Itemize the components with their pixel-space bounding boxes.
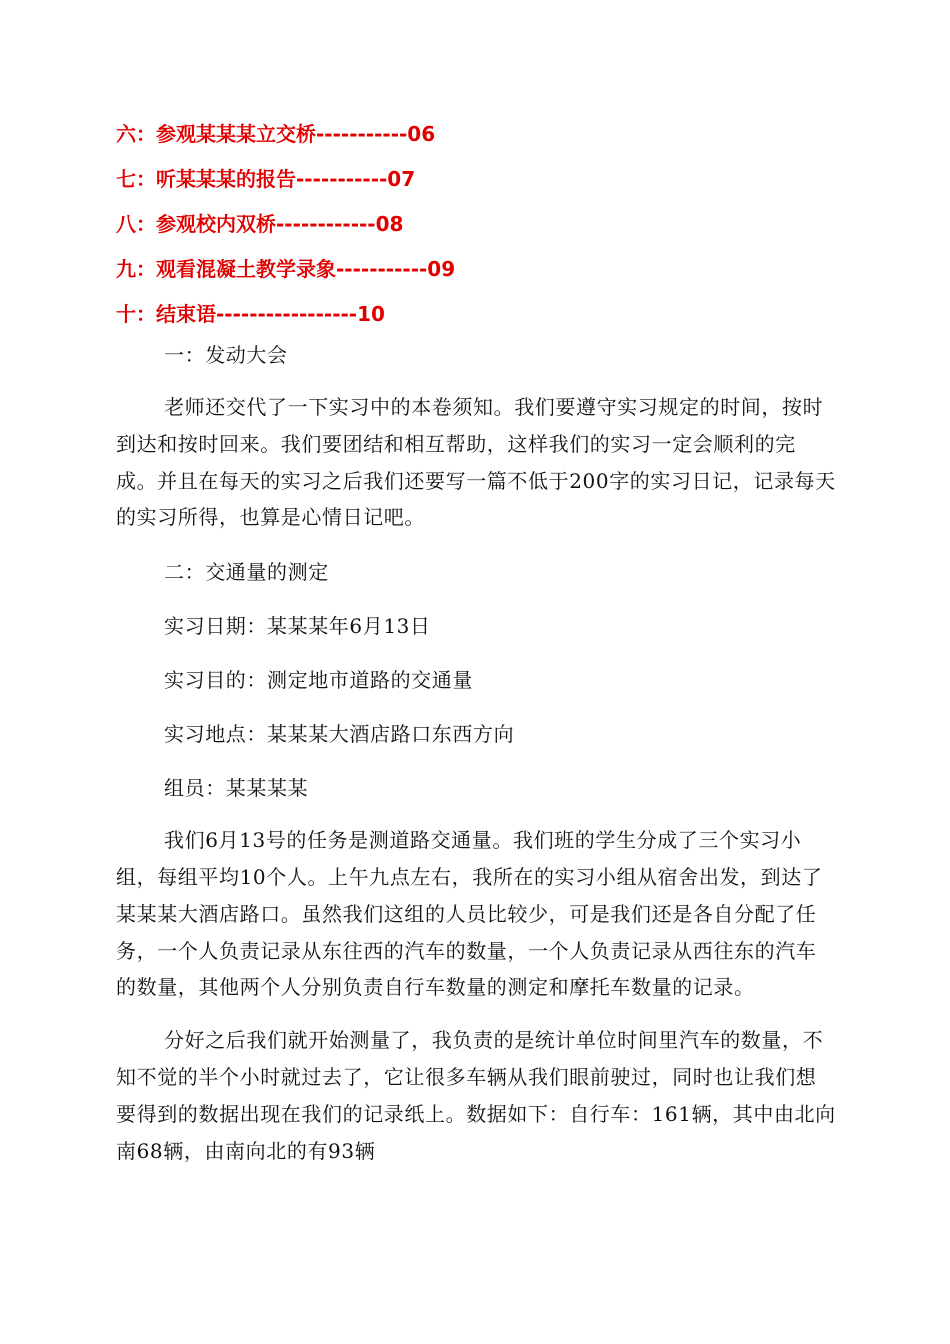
document-body bbox=[116, 335, 836, 1169]
spacer bbox=[116, 700, 836, 714]
toc-item-6: 六：参观某某某立交桥-----------06 bbox=[116, 122, 436, 146]
section-heading-2: 二：交通量的测定 bbox=[164, 560, 329, 585]
toc-item-10: 十：结束语-----------------10 bbox=[116, 302, 385, 326]
practice-location: 实习地点：某某某大酒店路口东西方向 bbox=[164, 722, 515, 747]
spacer bbox=[116, 1006, 836, 1022]
spacer bbox=[116, 646, 836, 660]
spacer bbox=[116, 536, 836, 552]
spacer bbox=[116, 592, 836, 606]
table-of-contents bbox=[116, 112, 876, 337]
toc-item-7: 七：听某某某的报告-----------07 bbox=[116, 167, 416, 191]
paragraph-notice: 老师还交代了一下实习中的本卷须知。我们要遵守实习规定的时间，按时到达和按时回来。我们要团结和相互帮助，这样我们的实习一定会顺利的完成。并且在每天的实习之后我们还要写一篇不低于200字的实习日记，记录每天的实习所得，也算是心情日记吧。 bbox=[116, 395, 836, 530]
toc-item-8: 八：参观校内双桥------------08 bbox=[116, 212, 404, 236]
spacer bbox=[116, 808, 836, 822]
spacer bbox=[116, 375, 836, 389]
group-members: 组员：某某某某 bbox=[164, 776, 309, 801]
practice-purpose: 实习目的：测定地市道路的交通量 bbox=[164, 668, 473, 693]
practice-date: 实习日期：某某某年6月13日 bbox=[164, 614, 431, 639]
paragraph-measurement: 分好之后我们就开始测量了，我负责的是统计单位时间里汽车的数量，不知不觉的半个小时就过去了，它让很多车辆从我们眼前驶过，同时也让我们想要得到的数据出现在我们的记录纸上。数据如下：自行车：161辆，其中由北向南68辆，由南向北的有93辆 bbox=[116, 1028, 836, 1163]
spacer bbox=[116, 754, 836, 768]
paragraph-task: 我们6月13号的任务是测道路交通量。我们班的学生分成了三个实习小组，每组平均10个人。上午九点左右，我所在的实习小组从宿舍出发，到达了某某某大酒店路口。虽然我们这组的人员比较少，可是我们还是各自分配了任务，一个人负责记录从东往西的汽车的数量，一个人负责记录从西往东的汽车的数量，其他两个人分别负责自行车数量的测定和摩托车数量的记录。 bbox=[116, 828, 823, 1000]
toc-item-9: 九：观看混凝土教学录象-----------09 bbox=[116, 257, 456, 281]
section-heading-1: 一：发动大会 bbox=[164, 343, 288, 367]
